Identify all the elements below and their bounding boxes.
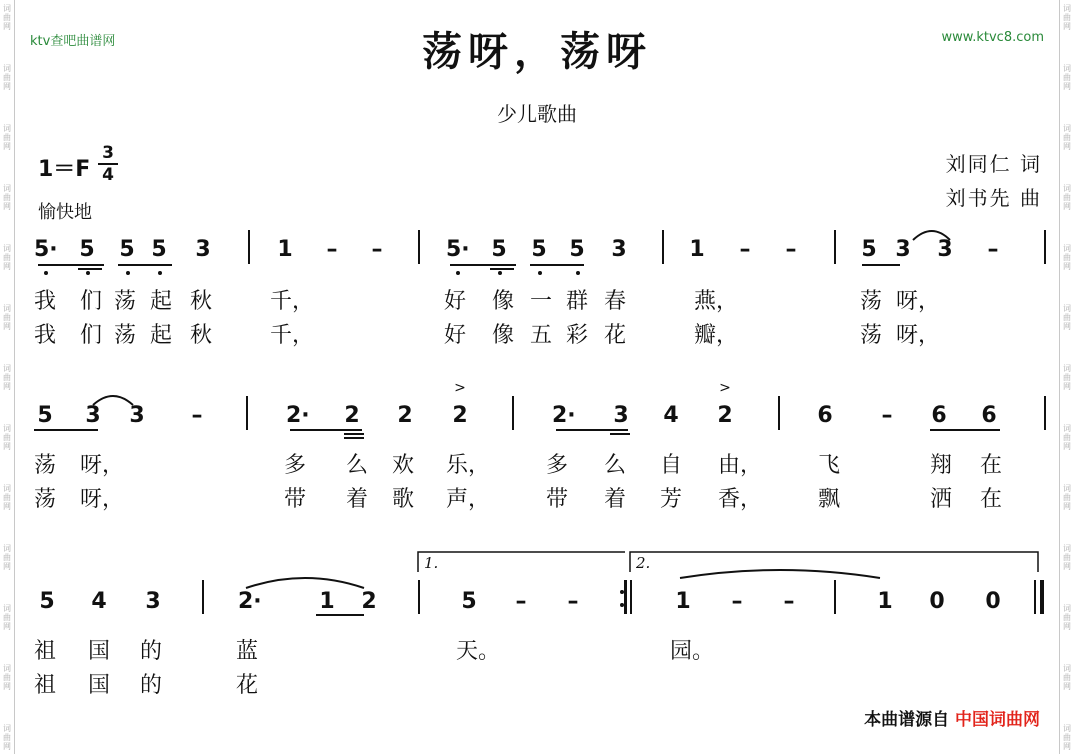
note: 6	[817, 403, 833, 428]
lyric-verse2: 荡	[860, 323, 883, 348]
note: 1	[277, 237, 293, 262]
note: –	[783, 589, 795, 614]
lyric-verse1: 欢	[392, 453, 415, 478]
note: 3	[937, 237, 953, 262]
slur-line3b	[680, 570, 880, 578]
lyric-verse2: 香，	[718, 487, 763, 512]
volta-2-label: 2.	[636, 554, 651, 572]
note: 6	[981, 403, 997, 428]
note: 5	[861, 237, 877, 262]
note: 3	[145, 589, 161, 614]
lyric-verse1: 好	[444, 289, 467, 314]
note: 5	[119, 237, 135, 262]
lyric-verse1: 荡	[34, 453, 57, 478]
site-url-right[interactable]: www.ktvc8.com	[941, 30, 1044, 45]
lyric-verse2: 荡	[34, 487, 57, 512]
watermark-text: 词 曲 网	[1063, 484, 1071, 511]
note: –	[881, 403, 893, 428]
lyric-verse1: 春	[604, 289, 627, 314]
time-signature-bottom: 4	[102, 165, 114, 185]
lyric-verse2: 秋	[190, 323, 213, 348]
note: 2	[344, 403, 360, 428]
note: 2·	[238, 589, 262, 614]
watermark-text: 词 曲 网	[1063, 184, 1071, 211]
site-name-left[interactable]: ktv查吧曲谱网	[30, 34, 116, 49]
watermark-text: 词 曲 网	[1063, 304, 1071, 331]
source-credit	[864, 705, 1040, 730]
lyric-verse2: 花	[604, 323, 627, 348]
watermark-text: 词 曲 网	[1063, 544, 1071, 571]
lyric-verse2: 着	[604, 487, 627, 512]
watermark-text: 词 曲 网	[3, 4, 11, 31]
volta-1-label: 1.	[424, 554, 439, 572]
note: 1	[689, 237, 705, 262]
note: 3	[613, 403, 629, 428]
watermark-text: 词 曲 网	[3, 604, 11, 631]
note: 2	[361, 589, 377, 614]
note: 5·	[446, 237, 470, 262]
accent-mark: >	[719, 380, 731, 396]
lyric-verse1: 群	[566, 289, 589, 314]
lyric-verse2: 带	[546, 487, 569, 512]
note: –	[371, 237, 383, 262]
lyric-verse1: 我	[34, 289, 57, 314]
watermark-text: 词 曲 网	[1063, 424, 1071, 451]
lyric-verse1: 起	[150, 289, 173, 314]
watermark-text: 词 曲 网	[3, 304, 11, 331]
volta-1-bracket	[418, 552, 625, 572]
note: 3	[85, 403, 101, 428]
watermark-text: 词 曲 网	[1063, 244, 1071, 271]
note: 5	[491, 237, 507, 262]
note: 3	[895, 237, 911, 262]
lyric-verse1: 蓝	[236, 639, 259, 664]
slur-line2	[93, 396, 133, 405]
lyric-verse2: 国	[88, 673, 111, 698]
composer-credit: 刘书先 曲	[945, 186, 1042, 210]
tempo-marking: 愉快地	[38, 202, 92, 223]
note: 2	[397, 403, 413, 428]
lyric-verse2: 们	[80, 323, 103, 348]
note: 2·	[552, 403, 576, 428]
watermark-text: 词 曲 网	[1063, 4, 1071, 31]
note: 5	[531, 237, 547, 262]
watermark-text: 词 曲 网	[3, 64, 11, 91]
lyric-verse2: 五	[530, 323, 553, 348]
song-title: 荡呀，荡呀	[422, 28, 652, 75]
lyric-verse1: 千，	[270, 289, 315, 314]
lyric-verse1: 秋	[190, 289, 213, 314]
note: 2·	[286, 403, 310, 428]
note: 5	[37, 403, 53, 428]
lyric-verse1: 在	[980, 453, 1003, 478]
lyric-verse2: 的	[140, 673, 163, 698]
watermark-text: 词 曲 网	[3, 184, 11, 211]
lyricist-credit: 刘同仁 词	[945, 152, 1042, 176]
lyric-verse2: 洒	[930, 487, 953, 512]
lyric-verse2: 像	[492, 323, 515, 348]
watermark-text: 词 曲 网	[3, 424, 11, 451]
note: 1	[319, 589, 335, 614]
lyric-verse1: 的	[140, 639, 163, 664]
watermark-text: 词 曲 网	[3, 124, 11, 151]
lyric-verse2: 荡	[114, 323, 137, 348]
slur-line1	[913, 231, 950, 240]
lyric-verse2: 祖	[34, 673, 57, 698]
lyric-verse2: 在	[980, 487, 1003, 512]
lyric-verse1: 么	[346, 453, 369, 478]
lyric-verse1: 呀，	[896, 289, 941, 314]
note: 2	[717, 403, 733, 428]
lyric-verse1: 们	[80, 289, 103, 314]
note: 4	[91, 589, 107, 614]
watermark-text: 词 曲 网	[1063, 604, 1071, 631]
lyric-verse2: 瓣，	[694, 323, 739, 348]
note: 5	[151, 237, 167, 262]
lyric-verse1: 国	[88, 639, 111, 664]
note: 2	[452, 403, 468, 428]
watermark-text: 词 曲 网	[3, 664, 11, 691]
lyric-verse2: 芳	[660, 487, 683, 512]
note: 0	[985, 589, 1001, 614]
note: –	[987, 237, 999, 262]
note: 4	[663, 403, 679, 428]
note: 5	[79, 237, 95, 262]
watermark-text: 词 曲 网	[1063, 664, 1071, 691]
lyric-verse2: 歌	[392, 487, 415, 512]
lyric-verse1: 燕，	[694, 289, 739, 314]
song-subtitle: 少儿歌曲	[497, 102, 577, 126]
lyric-verse1: 由，	[718, 453, 763, 478]
lyric-verse1: 像	[492, 289, 515, 314]
note: –	[739, 237, 751, 262]
watermark-text: 词 曲 网	[3, 244, 11, 271]
lyric-verse1: 自	[660, 453, 683, 478]
lyric-verse1: 多	[284, 453, 307, 478]
note: 5	[461, 589, 477, 614]
lyric-verse2: 着	[346, 487, 369, 512]
source-label: 本曲谱源自	[864, 710, 950, 730]
note: 1	[877, 589, 893, 614]
lyric-verse2: 起	[150, 323, 173, 348]
lyric-verse1: 荡	[860, 289, 883, 314]
lyric-verse1: 飞	[818, 453, 841, 478]
lyric-verse2: 呀，	[80, 487, 125, 512]
watermark-text: 词 曲 网	[1063, 724, 1071, 751]
note: 3	[129, 403, 145, 428]
accent-mark: >	[454, 380, 466, 396]
watermark-text: 词 曲 网	[1063, 364, 1071, 391]
lyric-verse2: 千，	[270, 323, 315, 348]
lyric-verse1: 乐，	[446, 453, 491, 478]
note: 5	[39, 589, 55, 614]
note: 1	[675, 589, 691, 614]
lyric-verse2: 我	[34, 323, 57, 348]
note: –	[326, 237, 338, 262]
lyric-verse1: 园。	[670, 639, 715, 664]
note: 3	[195, 237, 211, 262]
note: 0	[929, 589, 945, 614]
watermark-text: 词 曲 网	[3, 724, 11, 751]
lyric-verse2: 花	[236, 673, 259, 698]
note: –	[567, 589, 579, 614]
lyric-verse1: 呀，	[80, 453, 125, 478]
note: –	[785, 237, 797, 262]
lyric-verse2: 飘	[818, 487, 841, 512]
lyric-verse2: 呀，	[896, 323, 941, 348]
watermark-text: 词 曲 网	[3, 544, 11, 571]
watermark-text: 词 曲 网	[3, 364, 11, 391]
note: –	[515, 589, 527, 614]
note: 5·	[34, 237, 58, 262]
lyric-verse1: 多	[546, 453, 569, 478]
note: –	[191, 403, 203, 428]
volta-2-bracket	[630, 552, 1038, 572]
slur-line3a	[246, 578, 364, 588]
lyric-verse1: 天。	[456, 639, 501, 664]
lyric-verse2: 好	[444, 323, 467, 348]
lyric-verse2: 声，	[446, 487, 491, 512]
note: 3	[611, 237, 627, 262]
watermark-text: 词 曲 网	[1063, 124, 1071, 151]
lyric-verse2: 彩	[566, 323, 589, 348]
note: 5	[569, 237, 585, 262]
lyric-verse1: 荡	[114, 289, 137, 314]
lyric-verse1: 一	[530, 289, 553, 314]
lyric-verse2: 带	[284, 487, 307, 512]
watermark-text: 词 曲 网	[1063, 64, 1071, 91]
key-signature: 1＝F	[38, 157, 91, 182]
time-signature-top: 3	[102, 143, 114, 163]
note: 6	[931, 403, 947, 428]
lyric-verse1: 么	[604, 453, 627, 478]
source-site[interactable]: 中国词曲网	[955, 710, 1040, 730]
note: –	[731, 589, 743, 614]
lyric-verse1: 祖	[34, 639, 57, 664]
lyric-verse1: 翔	[930, 453, 953, 478]
watermark-text: 词 曲 网	[3, 484, 11, 511]
